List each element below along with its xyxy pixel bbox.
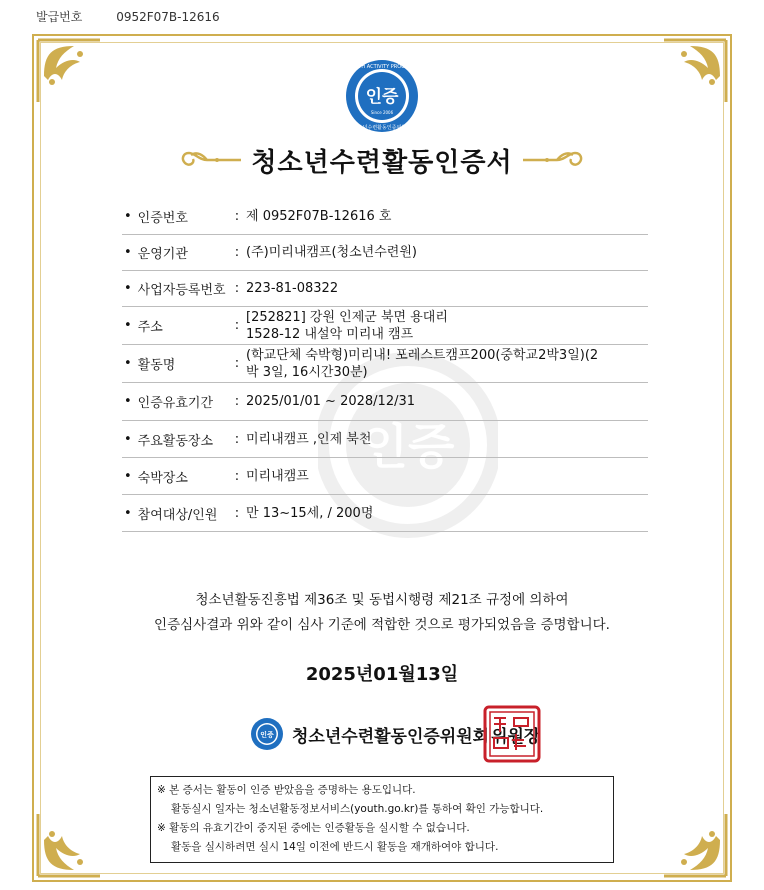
title-block [170, 138, 594, 182]
field-row: • 주요활동장소 : 미리내캠프 ,인제 북천 [122, 421, 648, 458]
field-value: 2025/01/01 ~ 2028/12/31 [246, 394, 416, 409]
field-row: • 주소 : [252821] 강원 인제군 북면 용대리 1528-12 내설악 미리내 캠프 [122, 307, 648, 345]
field-key: 활동명 [137, 358, 176, 373]
field-key: 운영기관 [137, 247, 188, 262]
field-row: • 사업자등록번호 : 223-81-08322 [122, 271, 648, 307]
logo-since: Since 2006 [370, 110, 394, 115]
field-value-line2: 1528-12 내설악 미리내 캠프 [246, 326, 414, 342]
field-row: • 운영기관 : (주)미리내캠프(청소년수련원) [122, 235, 648, 271]
corner-ornament-icon [660, 810, 730, 880]
statement-line-1: 청소년활동진흥법 제36조 및 동법시행령 제21조 규정에 의하여 [195, 592, 569, 608]
field-key: 주소 [137, 320, 163, 335]
field-key: 참여대상/인원 [137, 507, 218, 523]
logo-ring-top: YOUTH ACTIVITY PROGRAM [347, 64, 417, 70]
certification-statement [60, 588, 704, 638]
right-swirl-ornament-icon [521, 147, 587, 173]
notice-line: ※ 본 증서는 활동이 인증 받았음을 증명하는 용도입니다. [157, 784, 416, 796]
field-key: 숙박장소 [137, 470, 188, 486]
committee-logo-icon [250, 717, 284, 751]
official-seal-icon [482, 704, 542, 764]
field-row: • 참여대상/인원 : 만 13~15세, / 200명 [122, 495, 648, 532]
field-key: 주요활동장소 [137, 433, 214, 449]
field-row: • 숙박장소 : 미리내캠프 [122, 458, 648, 495]
field-value: 미리내캠프 ,인제 북천 [246, 431, 372, 447]
notice-line: 활동실시 일자는 청소년활동정보서비스(youth.go.kr)를 통하여 확인 가능합니다. [171, 803, 544, 815]
notice-box [150, 776, 614, 863]
corner-ornament-icon [34, 810, 104, 880]
committee-name: 청소년수련활동인증위원회 [292, 726, 490, 747]
svg-text:인증: 인증 [260, 731, 274, 739]
left-swirl-ornament-icon [177, 147, 243, 173]
svg-text:인증: 인증 [361, 419, 455, 475]
notice-line: ※ 활동의 유효기간이 중지된 중에는 인증활동을 실시할 수 없습니다. [157, 822, 470, 834]
field-value: [252821] 강원 인제군 북면 용대리 [246, 309, 448, 325]
field-value-line2: 박 3일, 16시간30분) [246, 364, 368, 380]
field-row: • 인증번호 : 제 0952F07B-12616 호 [122, 198, 648, 235]
corner-ornament-icon [34, 36, 104, 106]
statement-line-2: 인증심사결과 위와 같이 심사 기준에 적합한 것으로 평가되었음을 증명합니다. [154, 617, 610, 633]
logo-center-text: 인증 [365, 87, 399, 107]
logo-ring-bottom: 청소년수련활동인증위원회 [353, 125, 411, 131]
field-key: 인증번호 [137, 210, 188, 226]
field-value: 223-81-08322 [246, 281, 339, 296]
committee-title: 위원장 [491, 726, 541, 747]
certificate-fields [122, 198, 648, 532]
field-value: (학교단체 숙박형)미리내! 포레스트캠프200(중학교2박3일)(2 [246, 347, 599, 363]
field-value: (주)미리내캠프(청소년수련원) [246, 245, 417, 260]
field-value: 제 0952F07B-12616 호 [246, 208, 392, 224]
issue-number [36, 8, 220, 25]
field-value: 만 13~15세, / 200명 [246, 505, 374, 521]
field-row: • 인증유효기간 : 2025/01/01 ~ 2028/12/31 [122, 383, 648, 421]
issue-number-label: 발급번호 [36, 10, 83, 24]
issue-date: 2025년01월13일 [305, 664, 459, 685]
notice-line: 활동을 실시하려면 실시 14일 이전에 반드시 활동을 재개하여야 합니다. [171, 841, 499, 853]
issue-number-value: 0952F07B-12616 [116, 10, 220, 24]
corner-ornament-icon [660, 36, 730, 106]
field-value: 미리내캠프 [246, 468, 309, 484]
field-row: • 활동명 : (학교단체 숙박형)미리내! 포레스트캠프200(중학교2박3일)(2 박 3일, 16시간30분) [122, 345, 648, 383]
certification-logo-icon [344, 58, 420, 134]
field-key: 인증유효기간 [137, 396, 214, 411]
field-key: 사업자등록번호 [137, 283, 226, 298]
certificate-title: 청소년수련활동인증서 [251, 147, 513, 178]
